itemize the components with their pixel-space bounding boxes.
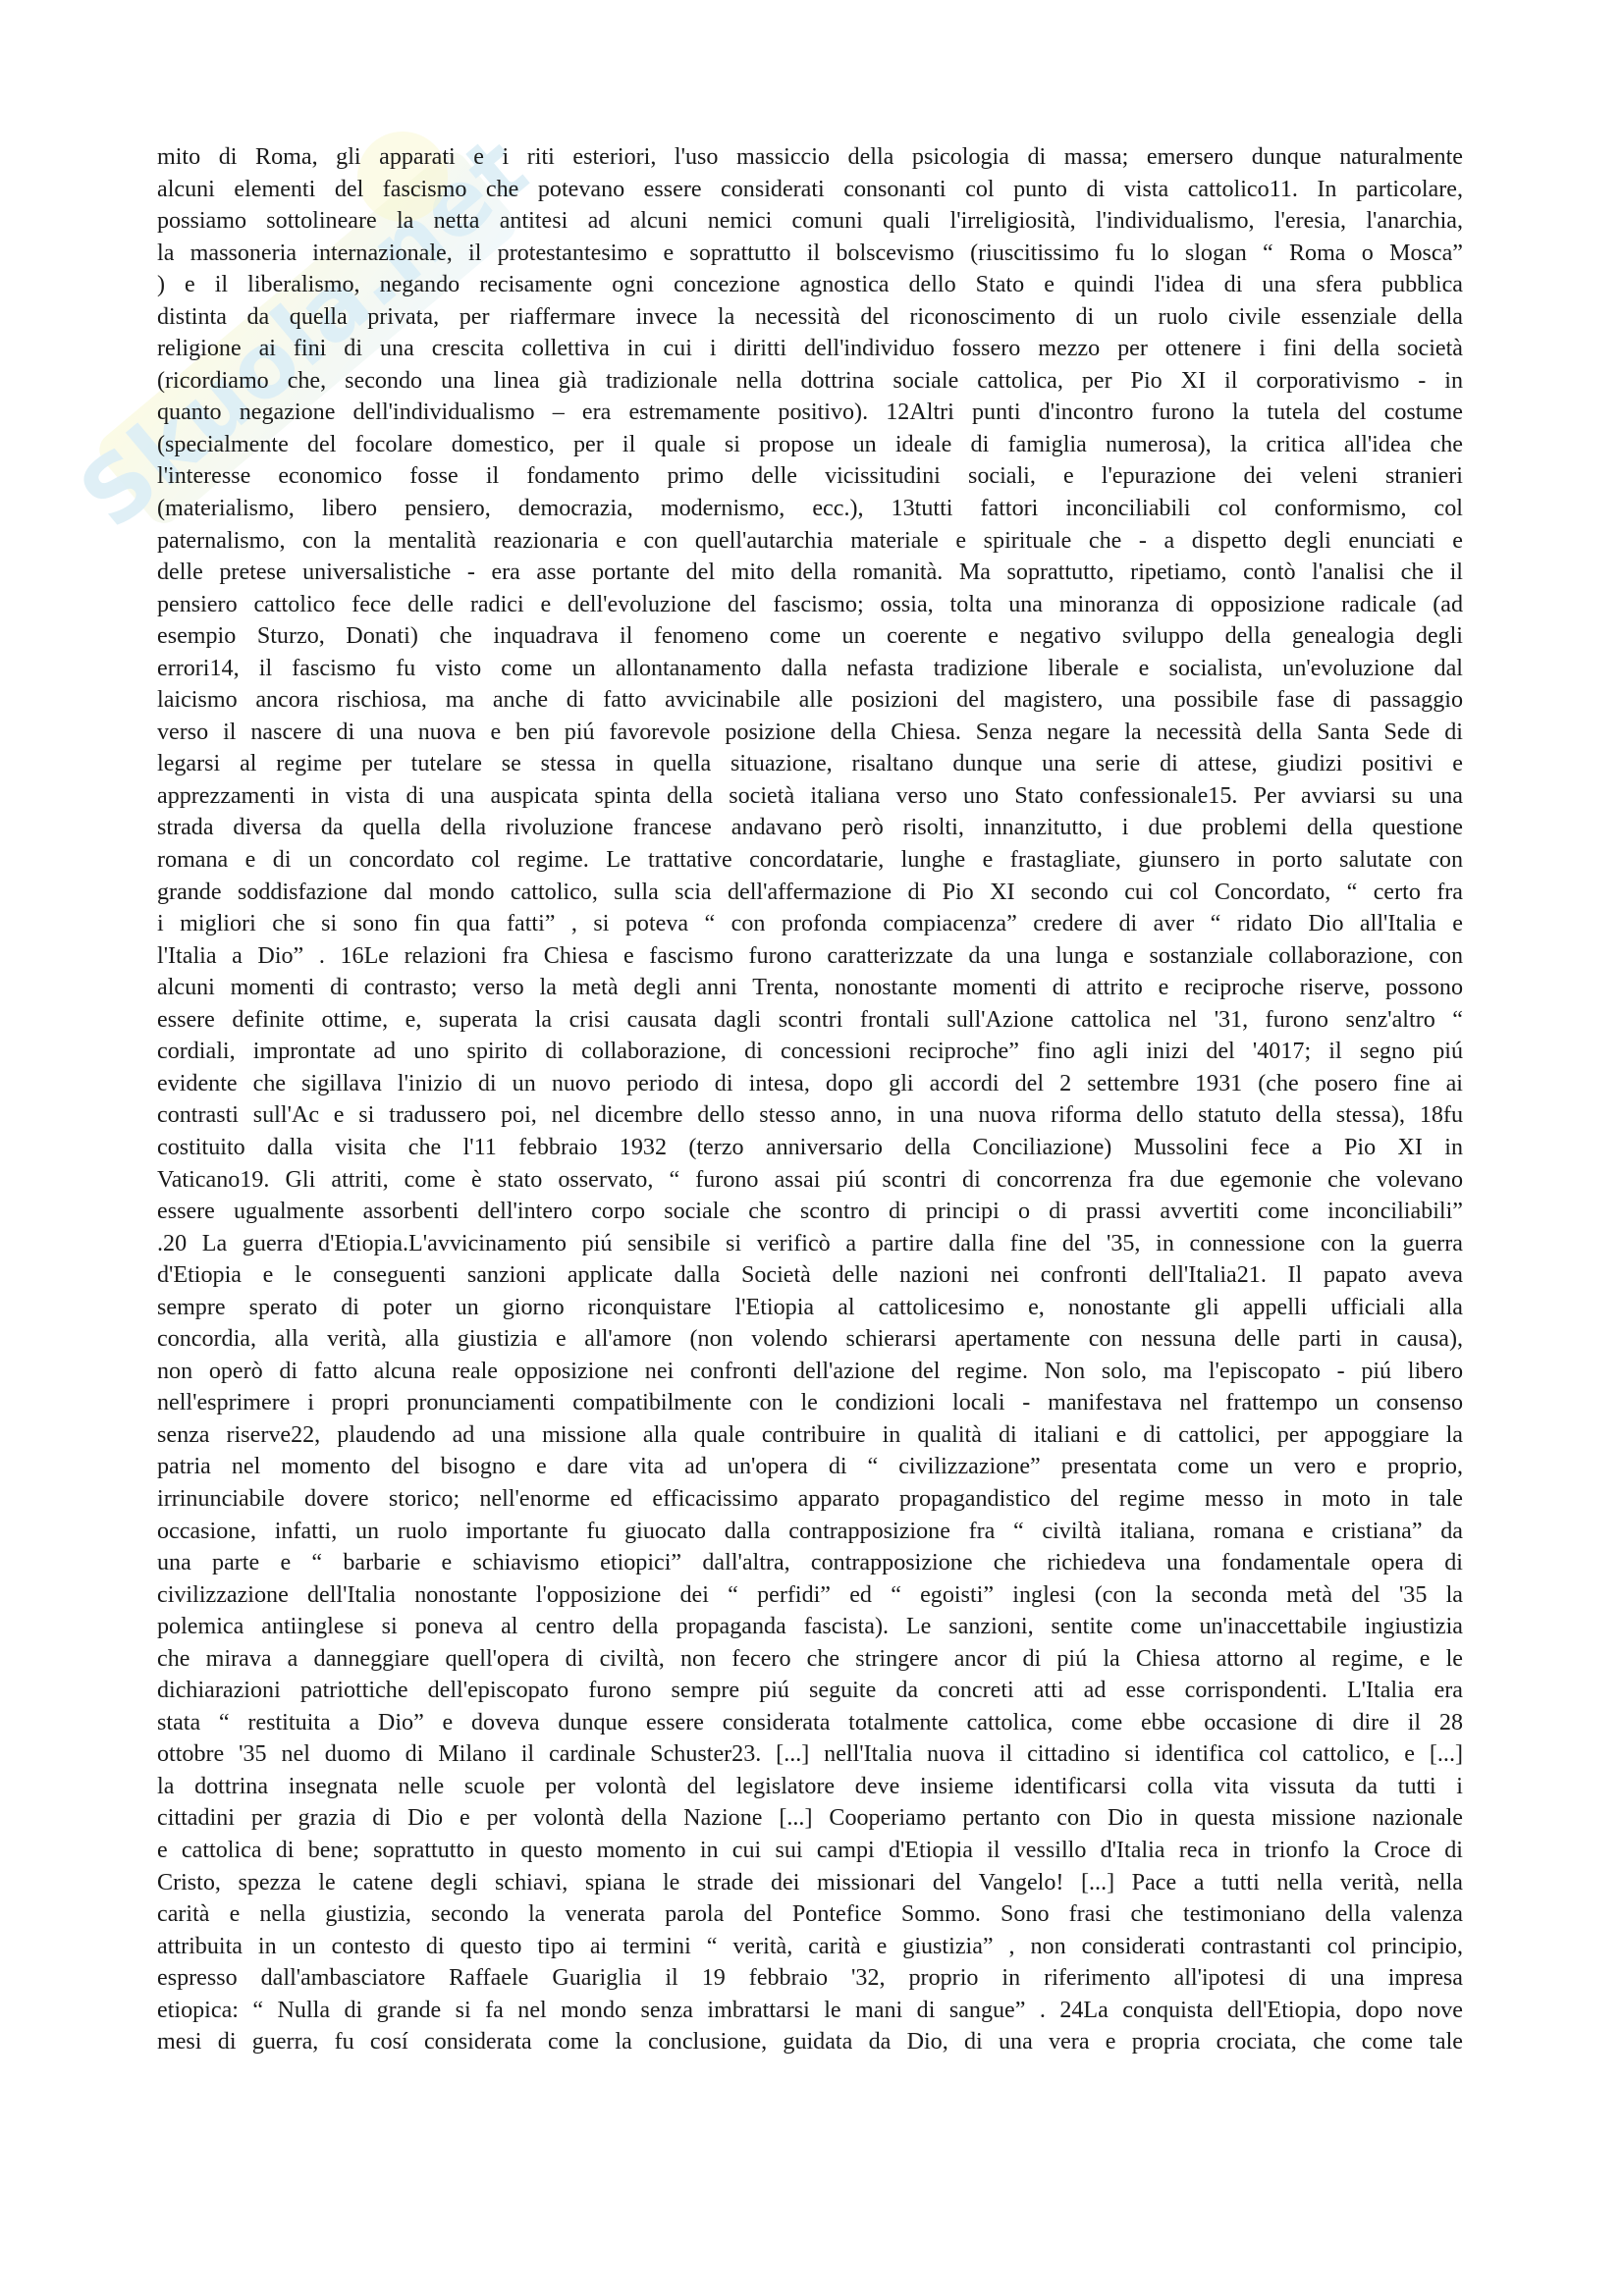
text-line-content: grande soddisfazione dal mondo cattolico, sulla scia dell'affermazione di Pio XI secondo cui col Concordato, “ certo fra: [157, 879, 1463, 905]
text-line: [157, 1579, 1463, 1612]
text-line-content: cordiali, improntate ad uno spirito di collaborazione, di concessioni reciproche” fino agli inizi del '4017; il segno piú: [157, 1039, 1463, 1065]
text-line-content: attribuita in un contesto di questo tipo ai termini “ verità, carità e giustizia” , non considerati contrastanti col principio,: [157, 1933, 1463, 1959]
text-line: [157, 141, 1463, 174]
text-line: [157, 557, 1463, 589]
text-line: [157, 717, 1463, 749]
text-line-content: ottobre '35 nel duomo di Milano il cardinale Schuster23. [...] nell'Italia nuova il cittadino si identifica col cattolico, e [...]: [157, 1741, 1463, 1768]
text-line-content: etiopica: “ Nulla di grande si fa nel mondo senza imbrattarsi le mani di sangue” . 24La conquista dell'Etiopia, dopo nove: [157, 1997, 1463, 2023]
text-line-content: strada diversa da quella della rivoluzione francese andavano però risolti, innanzitutto, i due problemi della questione: [157, 815, 1463, 841]
text-line: [157, 812, 1463, 844]
text-line-content: l'Italia a Dio” . 16Le relazioni fra Chiesa e fascismo furono caratterizzate da una lunga e sostanziale collaborazione, con: [157, 942, 1463, 969]
text-line: [157, 972, 1463, 1004]
text-line: [157, 460, 1463, 493]
text-line-content: irrinunciabile dovere storico; nell'enorme ed efficacissimo apparato propagandistico del regime messo in moto in tale: [157, 1485, 1463, 1512]
text-line: [157, 1675, 1463, 1707]
text-line: [157, 1835, 1463, 1867]
text-line-content: (materialismo, libero pensiero, democrazia, modernismo, ecc.), 13tutti fattori inconciliabili col conformismo, col: [157, 496, 1463, 522]
text-line-content: Cristo, spezza le catene degli schiavi, spiana le strade dei missionari del Vangelo! [...] Pace a tutti nella verità, nella: [157, 1869, 1463, 1896]
text-line: [157, 1771, 1463, 1803]
text-line: [157, 269, 1463, 301]
text-line-content: (specialmente del focolare domestico, per il quale si propose un ideale di famiglia numerosa), la critica all'idea che: [157, 431, 1463, 457]
text-line-content: paternalismo, con la mentalità reazionaria e con quell'autarchia materiale e spirituale che - a dispetto degli enunciati e: [157, 527, 1463, 554]
text-line: [157, 748, 1463, 780]
text-line: [157, 1132, 1463, 1164]
text-line-content: concordia, alla verità, alla giustizia e all'amore (non volendo schierarsi apertamente con nessuna delle parti in causa),: [157, 1326, 1463, 1353]
text-line-content: Vaticano19. Gli attriti, come è stato osservato, “ furono assai piú scontri di concorrenza fra due egemonie che volevano: [157, 1166, 1463, 1193]
text-line: [157, 1356, 1463, 1388]
text-line-content: mito di Roma, gli apparati e i riti esteriori, l'uso massiccio della psicologia di massa; emersero dunque naturalmente: [157, 144, 1463, 170]
text-line: [157, 397, 1463, 429]
text-line: [157, 1995, 1463, 2027]
text-line: [157, 1707, 1463, 1739]
text-line-content: possiamo sottolineare la netta antitesi ad alcuni nemici comuni quali l'irreligiosità, l'individualismo, l'eresia, l'anarchia,: [157, 208, 1463, 235]
text-line: [157, 333, 1463, 365]
text-line: [157, 1004, 1463, 1037]
text-line: [157, 1516, 1463, 1548]
text-line-content: .20 La guerra d'Etiopia.L'avvicinamento piú sensibile si verificò a partire dalla fine del '35, in connessione con la guerra: [157, 1230, 1463, 1256]
text-line: [157, 1898, 1463, 1931]
text-line-content: legarsi al regime per tutelare se stessa in quella situazione, risaltano dunque una serie di attese, giudizi positivi e: [157, 751, 1463, 777]
text-line-content: dichiarazioni patriottiche dell'episcopato furono sempre piú seguite da concreti atti ad esse corrispondenti. L'Italia era: [157, 1678, 1463, 1704]
text-line: [157, 1483, 1463, 1516]
text-line: [157, 429, 1463, 461]
text-line: [157, 1196, 1463, 1228]
text-line: [157, 1036, 1463, 1068]
text-line: [157, 1323, 1463, 1356]
text-line-content: esempio Sturzo, Donati) che inquadrava il fenomeno come un coerente e negativo sviluppo della genealogia degli: [157, 623, 1463, 650]
text-line-content: polemica antiinglese si poneva al centro della propaganda fascista). Le sanzioni, sentite come un'inaccettabile ingiustizia: [157, 1614, 1463, 1640]
text-line: [157, 1419, 1463, 1452]
text-line-content: d'Etiopia e le conseguenti sanzioni applicate dalla Società delle nazioni nei confronti dell'Italia21. Il papato aveva: [157, 1262, 1463, 1289]
text-line-content: essere ugualmente assorbenti dell'intero corpo sociale che scontro di principi o di prassi avvertiti come inconciliabili”: [157, 1199, 1463, 1225]
text-line: [157, 1292, 1463, 1324]
text-line: [157, 238, 1463, 270]
text-line: [157, 1451, 1463, 1483]
watermark-text: Skuola.net: [60, 116, 547, 549]
text-line-content: distinta da quella privata, per riaffermare invece la necessità del riconoscimento di un ruolo civile essenziale della: [157, 303, 1463, 330]
text-line-content: contrasti sull'Ac e si tradussero poi, nel dicembre dello stesso anno, in una nuova riforma dello statuto della stessa), 18fu: [157, 1102, 1463, 1129]
text-line-content: costituito dalla visita che l'11 febbraio 1932 (terzo anniversario della Conciliazione) Mussolini fece a Pio XI in: [157, 1134, 1463, 1160]
text-line-content: non operò di fatto alcuna reale opposizione nei confronti dell'azione del regime. Non solo, ma l'episcopato - piú libero: [157, 1358, 1463, 1384]
text-line-content: religione ai fini di una crescita collettiva in cui i diritti dell'individuo fossero mezzo per ottenere i fini della società: [157, 336, 1463, 362]
text-line-content: quanto negazione dell'individualismo – era estremamente positivo). 12Altri punti d'incontro furono la tutela del costume: [157, 400, 1463, 426]
text-line-content: verso il nascere di una nuova e ben piú favorevole posizione della Chiesa. Senza negare la necessità della Santa Sede di: [157, 719, 1463, 745]
text-line: [157, 1867, 1463, 1899]
text-line: [157, 174, 1463, 206]
text-line-content: sempre sperato di poter un giorno riconquistare l'Etiopia al cattolicesimo e, nonostante gli appelli ufficiali alla: [157, 1294, 1463, 1320]
text-line: [157, 1259, 1463, 1292]
text-line-content: alcuni elementi del fascismo che potevano essere considerati consonanti col punto di vista cattolico11. In particolare,: [157, 176, 1463, 202]
text-line-content: carità e nella giustizia, secondo la venerata parola del Pontefice Sommo. Sono frasi che testimoniano della valenza: [157, 1901, 1463, 1928]
text-line: [157, 1802, 1463, 1835]
text-line: [157, 653, 1463, 685]
text-line-content: che mirava a danneggiare quell'opera di civiltà, non fecero che stringere ancor di piú la Chiesa attorno al regime, e le: [157, 1645, 1463, 1672]
text-line-content: laicismo ancora rischiosa, ma anche di fatto avvicinabile alle posizioni del magistero, una possibile fase di passaggio: [157, 687, 1463, 714]
text-line: [157, 365, 1463, 398]
text-line-content: senza riserve22, plaudendo ad una missione alla quale contribuire in qualità di italiani e di cattolici, per appoggiare la: [157, 1421, 1463, 1448]
body-text: [157, 141, 1463, 2058]
text-line: [157, 525, 1463, 558]
text-line-content: pensiero cattolico fece delle radici e dell'evoluzione del fascismo; ossia, tolta una minoranza di opposizione radicale (ad: [157, 591, 1463, 617]
text-line-content: l'interesse economico fosse il fondamento primo delle vicissitudini sociali, e l'epurazione dei veleni stranieri: [157, 463, 1463, 490]
text-line: [157, 844, 1463, 877]
text-line: [157, 493, 1463, 525]
text-line: [157, 877, 1463, 909]
text-line-content: delle pretese universalistiche - era asse portante del mito della romanità. Ma soprattutto, ripetiamo, contò l'analisi che il: [157, 560, 1463, 586]
text-line: [157, 1228, 1463, 1260]
text-line: [157, 1099, 1463, 1132]
text-line-content: la dottrina insegnata nelle scuole per volontà del legislatore deve insieme identificarsi colla vita vissuta da tutti i: [157, 1773, 1463, 1799]
text-line-content: ) e il liberalismo, negando recisamente ogni concezione agnostica dello Stato e quindi l'idea di una sfera pubblica: [157, 272, 1463, 298]
text-line: [157, 1068, 1463, 1100]
text-line-content: nell'esprimere i propri pronunciamenti compatibilmente con le condizioni locali - manifestava nel frattempo un consenso: [157, 1390, 1463, 1416]
text-line: [157, 2026, 1463, 2058]
text-line-content: occasione, infatti, un ruolo importante fu giuocato dalla contrapposizione fra “ civiltà italiana, romana e cristiana” da: [157, 1518, 1463, 1544]
text-line-content: i migliori che si sono fin qua fatti” , si poteva “ con profonda compiacenza” credere di aver “ ridato Dio all'Italia e: [157, 911, 1463, 937]
text-line: [157, 780, 1463, 813]
text-line-content: (ricordiamo che, secondo una linea già tradizionale nella dottrina sociale cattolica, per Pio XI il corporativismo - in: [157, 367, 1463, 394]
text-line-content: mesi di guerra, fu cosí considerata come la conclusione, guidata da Dio, di una vera e propria crociata, che come tale: [157, 2029, 1463, 2056]
text-line-content: apprezzamenti in vista di una auspicata spinta della società italiana verso uno Stato confessionale15. Per avviarsi su una: [157, 782, 1463, 809]
text-line-content: alcuni momenti di contrasto; verso la metà degli anni Trenta, nonostante momenti di attrito e reciproche riserve, possono: [157, 975, 1463, 1001]
text-line: [157, 301, 1463, 334]
text-line: [157, 684, 1463, 717]
text-line: [157, 940, 1463, 973]
text-line-content: romana e di un concordato col regime. Le trattative concordatarie, lunghe e frastagliate, giunsero in porto salutate con: [157, 847, 1463, 874]
text-line: [157, 1738, 1463, 1771]
text-line-content: e cattolica di bene; soprattutto in questo momento in cui sui campi d'Etiopia il vessillo d'Italia reca in trionfo la Croce di: [157, 1837, 1463, 1863]
text-line: [157, 1643, 1463, 1676]
text-line-content: una parte e “ barbarie e schiavismo etiopici” dall'altra, contrapposizione che richiedeva una fondamentale opera di: [157, 1550, 1463, 1576]
text-line-content: civilizzazione dell'Italia nonostante l'opposizione dei “ perfidi” ed “ egoisti” inglesi (con la seconda metà del '35 la: [157, 1581, 1463, 1608]
text-line-content: stata “ restituita a Dio” e doveva dunque essere considerata totalmente cattolica, come ebbe occasione di dire il 28: [157, 1709, 1463, 1735]
text-line: [157, 908, 1463, 940]
text-line: [157, 205, 1463, 238]
text-line: [157, 620, 1463, 653]
text-line: [157, 1387, 1463, 1419]
text-line-content: patria nel momento del bisogno e dare vita ad un'opera di “ civilizzazione” presentata come un vero e proprio,: [157, 1454, 1463, 1480]
text-line: [157, 1931, 1463, 1963]
text-line-content: essere definite ottime, e, superata la crisi causata dagli scontri frontali sull'Azione cattolica nel '31, furono senz'altro “: [157, 1006, 1463, 1033]
text-line-content: la massoneria internazionale, il protestantesimo e soprattutto il bolscevismo (riuscitissimo fu lo slogan “ Roma o Mosca”: [157, 240, 1463, 266]
text-line-content: evidente che sigillava l'inizio di un nuovo periodo di intesa, dopo gli accordi del 2 settembre 1931 (che posero fine ai: [157, 1070, 1463, 1096]
text-line: [157, 589, 1463, 621]
text-line-content: cittadini per grazia di Dio e per volontà della Nazione [...] Cooperiamo pertanto con Dio in questa missione nazionale: [157, 1805, 1463, 1832]
text-line: [157, 1164, 1463, 1197]
text-line: [157, 1962, 1463, 1995]
text-line-content: espresso dall'ambasciatore Raffaele Guariglia il 19 febbraio '32, proprio in riferimento all'ipotesi di una impresa: [157, 1965, 1463, 1992]
text-line: [157, 1547, 1463, 1579]
text-line: [157, 1611, 1463, 1643]
text-line-content: errori14, il fascismo fu visto come un allontanamento dalla nefasta tradizione liberale e socialista, un'evoluzione dal: [157, 655, 1463, 681]
